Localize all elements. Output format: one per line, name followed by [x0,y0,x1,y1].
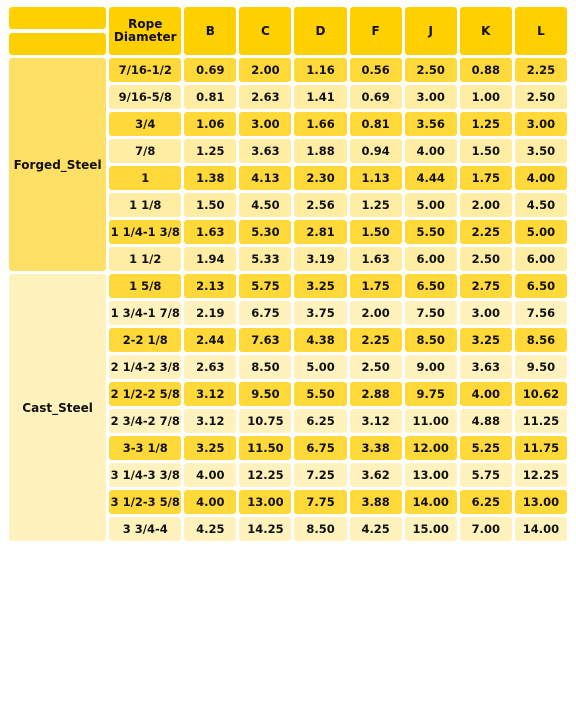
cell-c: 4.13 [239,166,291,190]
cell-b: 3.12 [184,382,236,406]
group-label-cast-steel: Cast_Steel [9,274,106,541]
cell-c: 10.75 [239,409,291,433]
cell-l: 6.50 [515,274,567,298]
cell-c: 11.50 [239,436,291,460]
cell-d: 1.41 [294,85,346,109]
table-body [9,58,567,541]
cell-c: 2.00 [239,58,291,82]
cell-d: 8.50 [294,517,346,541]
header-rope-diameter [109,7,181,55]
cell-b: 1.50 [184,193,236,217]
corner-header-top [9,7,106,29]
cell-rope-diameter: 1 1/8 [109,193,181,217]
header-rope-diameter-line1: Rope [128,17,163,31]
cell-j: 13.00 [405,463,457,487]
cell-rope-diameter: 9/16-5/8 [109,85,181,109]
cell-c: 7.63 [239,328,291,352]
cell-d: 7.25 [294,463,346,487]
cell-b: 1.94 [184,247,236,271]
cell-j: 5.50 [405,220,457,244]
cell-l: 8.56 [515,328,567,352]
cell-rope-diameter: 7/8 [109,139,181,163]
cell-c: 13.00 [239,490,291,514]
cell-d: 3.75 [294,301,346,325]
cell-k: 3.25 [460,328,512,352]
cell-b: 2.44 [184,328,236,352]
header-col-c: C [239,7,291,55]
cell-j: 4.00 [405,139,457,163]
cell-rope-diameter: 3 1/2-3 5/8 [109,490,181,514]
cell-c: 5.30 [239,220,291,244]
header-col-l: L [515,7,567,55]
cell-f: 3.62 [350,463,402,487]
cell-rope-diameter: 3 1/4-3 3/8 [109,463,181,487]
cell-f: 3.12 [350,409,402,433]
cell-b: 4.00 [184,490,236,514]
cell-l: 11.75 [515,436,567,460]
cell-f: 2.25 [350,328,402,352]
cell-b: 4.00 [184,463,236,487]
header-col-f: F [350,7,402,55]
cell-f: 2.00 [350,301,402,325]
cell-rope-diameter: 1 [109,166,181,190]
cell-b: 4.25 [184,517,236,541]
cell-j: 3.56 [405,112,457,136]
cell-f: 1.75 [350,274,402,298]
cell-d: 7.75 [294,490,346,514]
cell-k: 1.75 [460,166,512,190]
cell-d: 6.75 [294,436,346,460]
cell-c: 6.75 [239,301,291,325]
cell-j: 4.44 [405,166,457,190]
cell-j: 5.00 [405,193,457,217]
cell-l: 6.00 [515,247,567,271]
cell-rope-diameter: 1 1/4-1 3/8 [109,220,181,244]
cell-l: 11.25 [515,409,567,433]
cell-rope-diameter: 1 5/8 [109,274,181,298]
dimension-table [6,4,570,544]
cell-j: 8.50 [405,328,457,352]
cell-l: 4.00 [515,166,567,190]
cell-j: 7.50 [405,301,457,325]
dimension-table-container [9,7,567,541]
cell-k: 0.88 [460,58,512,82]
cell-b: 1.06 [184,112,236,136]
cell-rope-diameter: 1 1/2 [109,247,181,271]
cell-l: 13.00 [515,490,567,514]
cell-f: 1.63 [350,247,402,271]
cell-c: 5.75 [239,274,291,298]
cell-l: 12.25 [515,463,567,487]
cell-j: 15.00 [405,517,457,541]
cell-k: 2.25 [460,220,512,244]
cell-k: 2.00 [460,193,512,217]
cell-f: 2.50 [350,355,402,379]
cell-k: 2.75 [460,274,512,298]
cell-d: 6.25 [294,409,346,433]
cell-k: 7.00 [460,517,512,541]
cell-b: 1.38 [184,166,236,190]
cell-k: 3.00 [460,301,512,325]
cell-c: 8.50 [239,355,291,379]
cell-j: 12.00 [405,436,457,460]
cell-f: 2.88 [350,382,402,406]
cell-d: 1.88 [294,139,346,163]
cell-d: 1.16 [294,58,346,82]
cell-rope-diameter: 1 3/4-1 7/8 [109,301,181,325]
cell-f: 0.56 [350,58,402,82]
cell-j: 14.00 [405,490,457,514]
cell-b: 2.63 [184,355,236,379]
cell-k: 2.50 [460,247,512,271]
cell-l: 2.25 [515,58,567,82]
cell-f: 1.13 [350,166,402,190]
cell-b: 2.19 [184,301,236,325]
cell-b: 1.63 [184,220,236,244]
cell-j: 11.00 [405,409,457,433]
cell-f: 0.81 [350,112,402,136]
cell-d: 2.81 [294,220,346,244]
cell-c: 3.00 [239,112,291,136]
cell-c: 3.63 [239,139,291,163]
cell-rope-diameter: 2 1/4-2 3/8 [109,355,181,379]
cell-d: 2.30 [294,166,346,190]
header-rope-diameter-line2: Diameter [113,30,177,44]
cell-k: 1.25 [460,112,512,136]
cell-f: 0.69 [350,85,402,109]
cell-c: 4.50 [239,193,291,217]
cell-rope-diameter: 7/16-1/2 [109,58,181,82]
cell-j: 2.50 [405,58,457,82]
cell-rope-diameter: 3-3 1/8 [109,436,181,460]
cell-c: 9.50 [239,382,291,406]
cell-f: 3.38 [350,436,402,460]
cell-k: 6.25 [460,490,512,514]
cell-f: 0.94 [350,139,402,163]
cell-l: 3.50 [515,139,567,163]
cell-b: 2.13 [184,274,236,298]
cell-j: 6.00 [405,247,457,271]
cell-f: 3.88 [350,490,402,514]
cell-d: 2.56 [294,193,346,217]
corner-header [9,7,106,55]
header-col-j: J [405,7,457,55]
cell-l: 9.50 [515,355,567,379]
cell-l: 3.00 [515,112,567,136]
cell-rope-diameter: 3/4 [109,112,181,136]
table-row [9,274,567,298]
cell-d: 3.19 [294,247,346,271]
cell-f: 4.25 [350,517,402,541]
cell-rope-diameter: 2 1/2-2 5/8 [109,382,181,406]
cell-l: 5.00 [515,220,567,244]
cell-b: 0.81 [184,85,236,109]
header-col-k: K [460,7,512,55]
cell-c: 5.33 [239,247,291,271]
cell-j: 9.75 [405,382,457,406]
cell-c: 12.25 [239,463,291,487]
cell-b: 1.25 [184,139,236,163]
cell-c: 14.25 [239,517,291,541]
cell-k: 4.00 [460,382,512,406]
cell-k: 1.00 [460,85,512,109]
table-row [9,58,567,82]
cell-k: 4.88 [460,409,512,433]
cell-k: 5.75 [460,463,512,487]
cell-d: 4.38 [294,328,346,352]
cell-l: 14.00 [515,517,567,541]
cell-rope-diameter: 3 3/4-4 [109,517,181,541]
header-col-b: B [184,7,236,55]
cell-j: 3.00 [405,85,457,109]
cell-l: 4.50 [515,193,567,217]
cell-d: 3.25 [294,274,346,298]
header-col-d: D [294,7,346,55]
cell-f: 1.25 [350,193,402,217]
cell-b: 3.12 [184,409,236,433]
corner-header-bottom [9,33,106,55]
cell-l: 2.50 [515,85,567,109]
cell-l: 10.62 [515,382,567,406]
cell-c: 2.63 [239,85,291,109]
cell-j: 9.00 [405,355,457,379]
cell-d: 1.66 [294,112,346,136]
cell-l: 7.56 [515,301,567,325]
cell-k: 1.50 [460,139,512,163]
cell-j: 6.50 [405,274,457,298]
header-row [9,7,567,55]
cell-d: 5.00 [294,355,346,379]
cell-rope-diameter: 2-2 1/8 [109,328,181,352]
cell-f: 1.50 [350,220,402,244]
cell-b: 0.69 [184,58,236,82]
cell-k: 5.25 [460,436,512,460]
cell-rope-diameter: 2 3/4-2 7/8 [109,409,181,433]
group-label-forged-steel: Forged_Steel [9,58,106,271]
cell-d: 5.50 [294,382,346,406]
cell-b: 3.25 [184,436,236,460]
cell-k: 3.63 [460,355,512,379]
